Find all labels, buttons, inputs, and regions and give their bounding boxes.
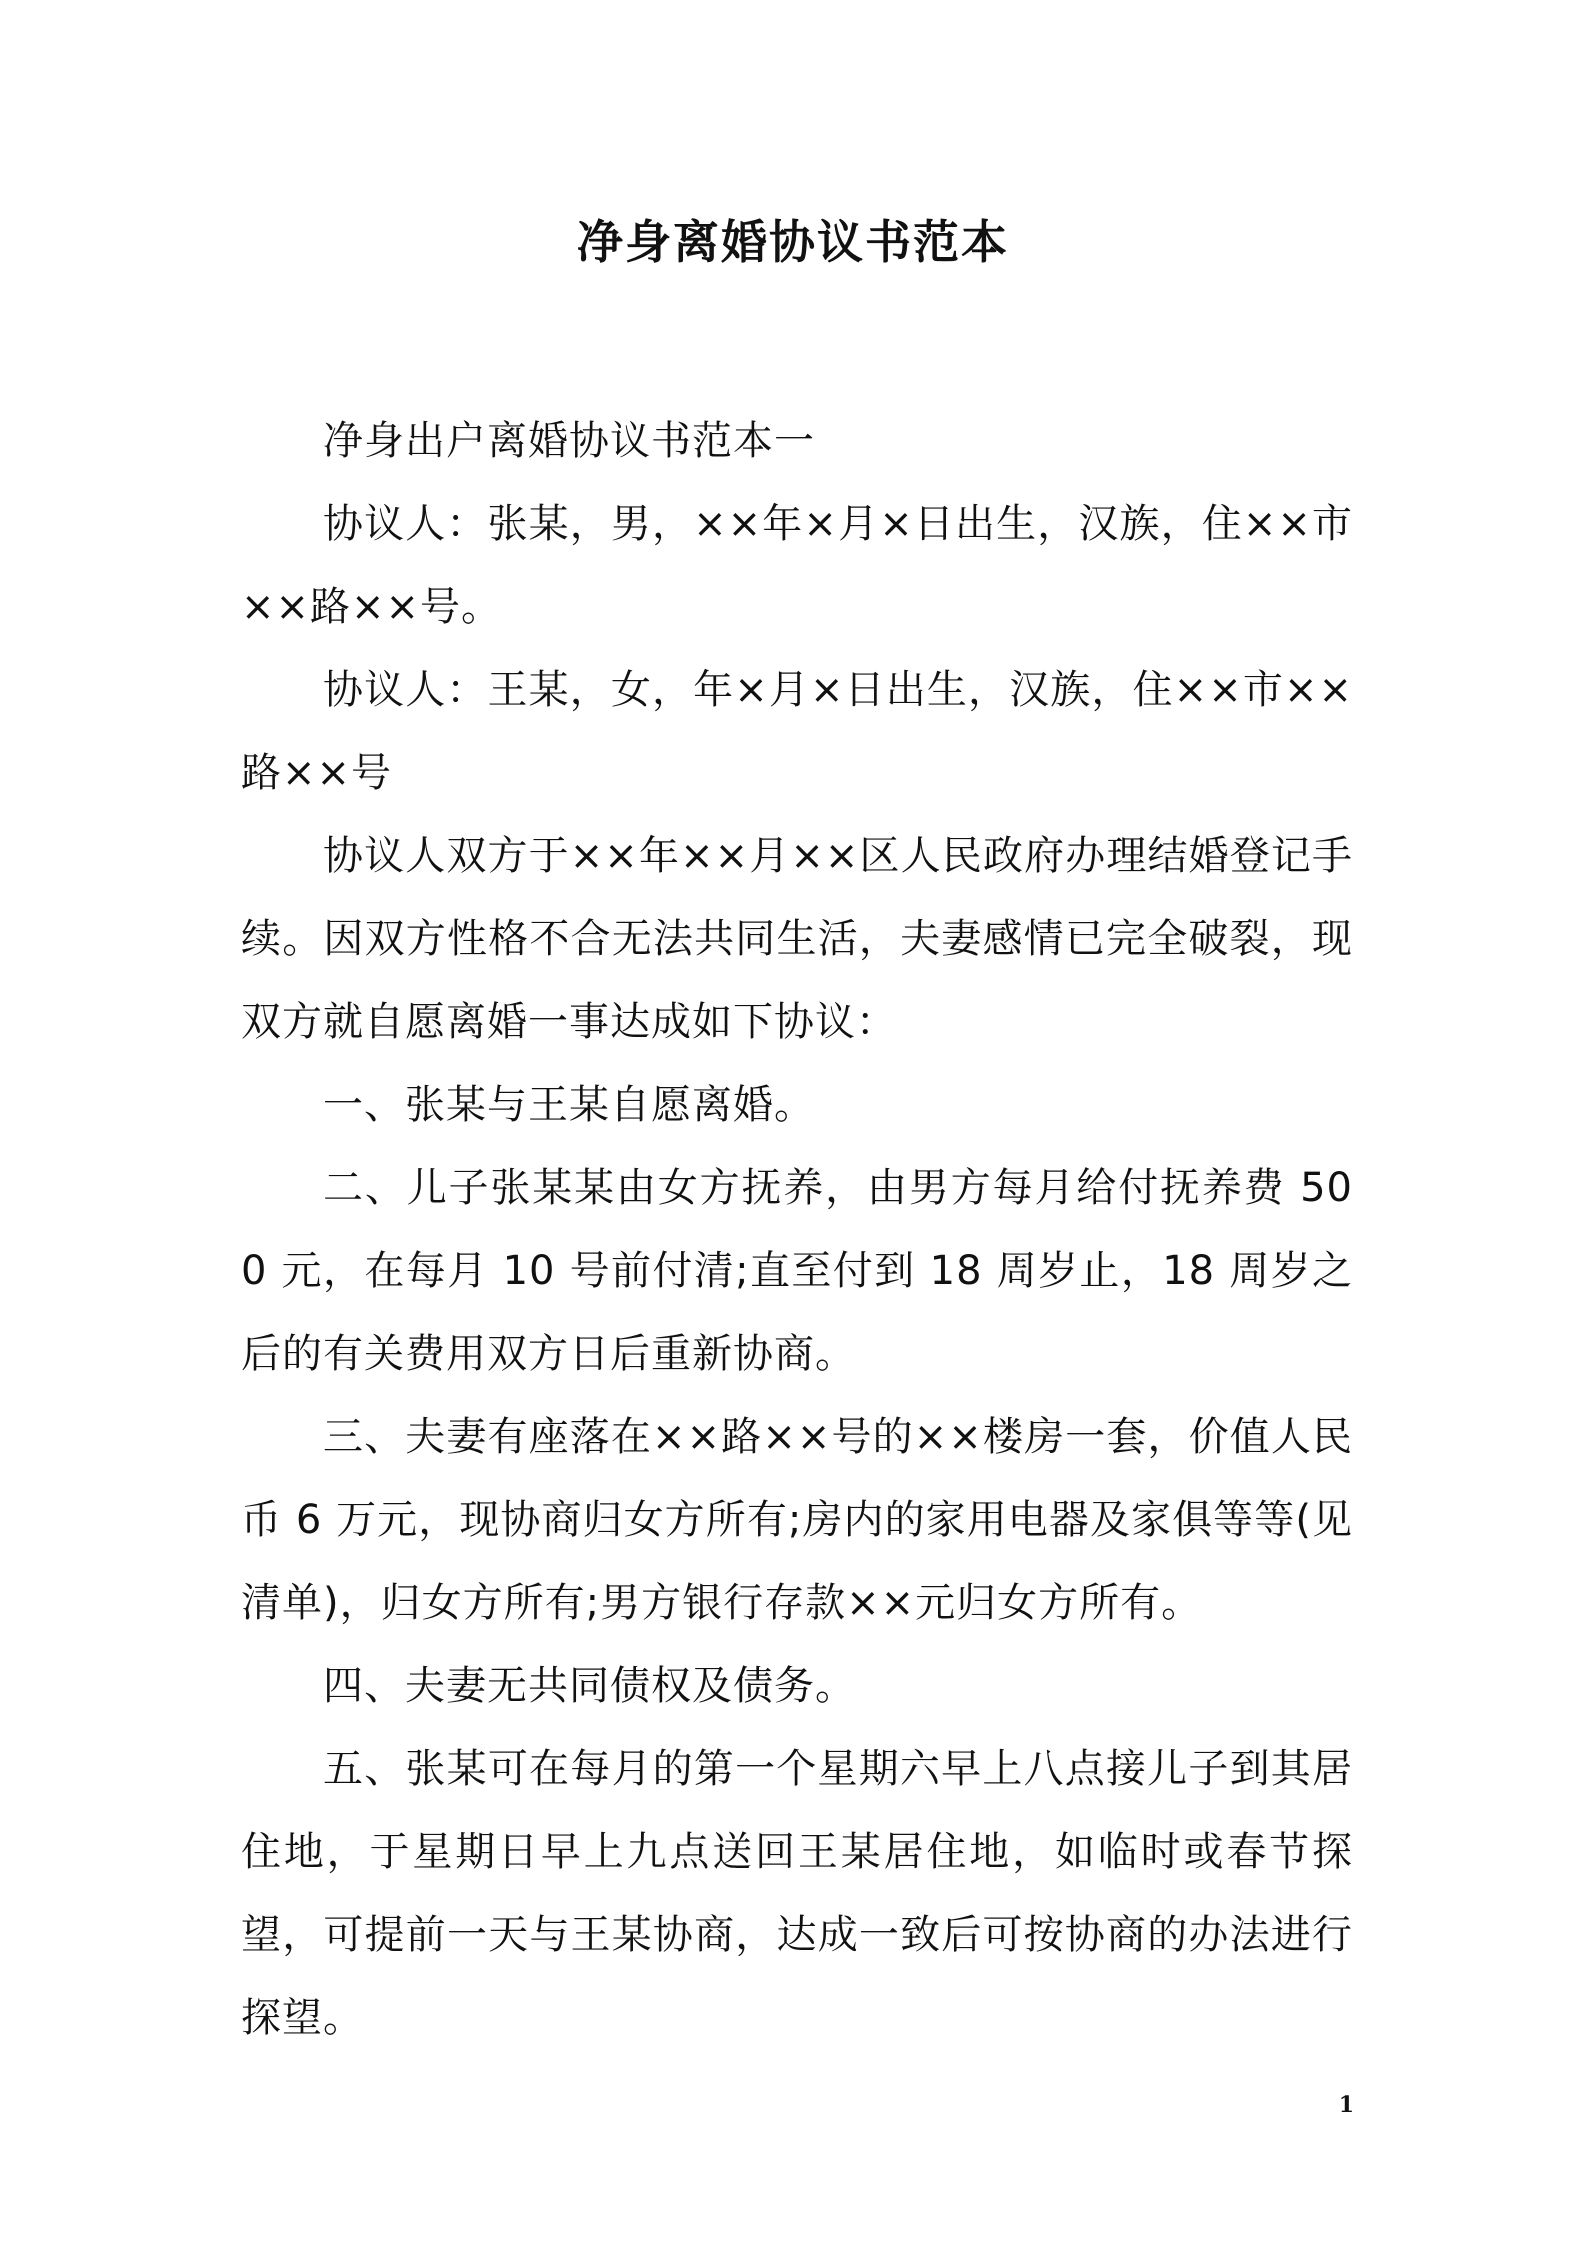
preamble-paragraph: 协议人双方于××年××月××区人民政府办理结婚登记手续。因双方性格不合无法共同生活，夫妻感情已完全破裂，现双方就自愿离婚一事达成如下协议： (241, 833, 1353, 1045)
clause-five-paragraph: 五、张某可在每月的第一个星期六早上八点接儿子到其居住地，于星期日早上九点送回王某居住地，如临时或春节探望，可提前一天与王某协商，达成一致后可按协商的办法进行探望。 (241, 1746, 1353, 2041)
party-two-paragraph: 协议人：王某，女，年×月×日出生，汉族，住××市××路××号 (241, 667, 1353, 796)
clause-three-paragraph: 三、夫妻有座落在××路××号的××楼房一套，价值人民币 6 万元，现协商归女方所有;房内的家用电器及家俱等等(见清单)，归女方所有;男方银行存款××元归女方所有。 (241, 1414, 1353, 1626)
page-number: 1 (1338, 2092, 1354, 2118)
section-heading: 净身出户离婚协议书范本一 (323, 418, 815, 464)
clause-two-paragraph: 二、儿子张某某由女方抚养，由男方每月给付抚养费 500 元，在每月 10 号前付清;直至付到 18 周岁止，18 周岁之后的有关费用双方日后重新协商。 (241, 1165, 1353, 1377)
clause-four-paragraph: 四、夫妻无共同债权及债务。 (323, 1663, 856, 1709)
clause-one-paragraph: 一、张某与王某自愿离婚。 (323, 1082, 815, 1128)
party-one-paragraph: 协议人：张某，男，××年×月×日出生，汉族，住××市××路××号。 (241, 501, 1353, 630)
document-title: 净身离婚协议书范本 (577, 215, 1009, 269)
document-body (241, 400, 1353, 2060)
